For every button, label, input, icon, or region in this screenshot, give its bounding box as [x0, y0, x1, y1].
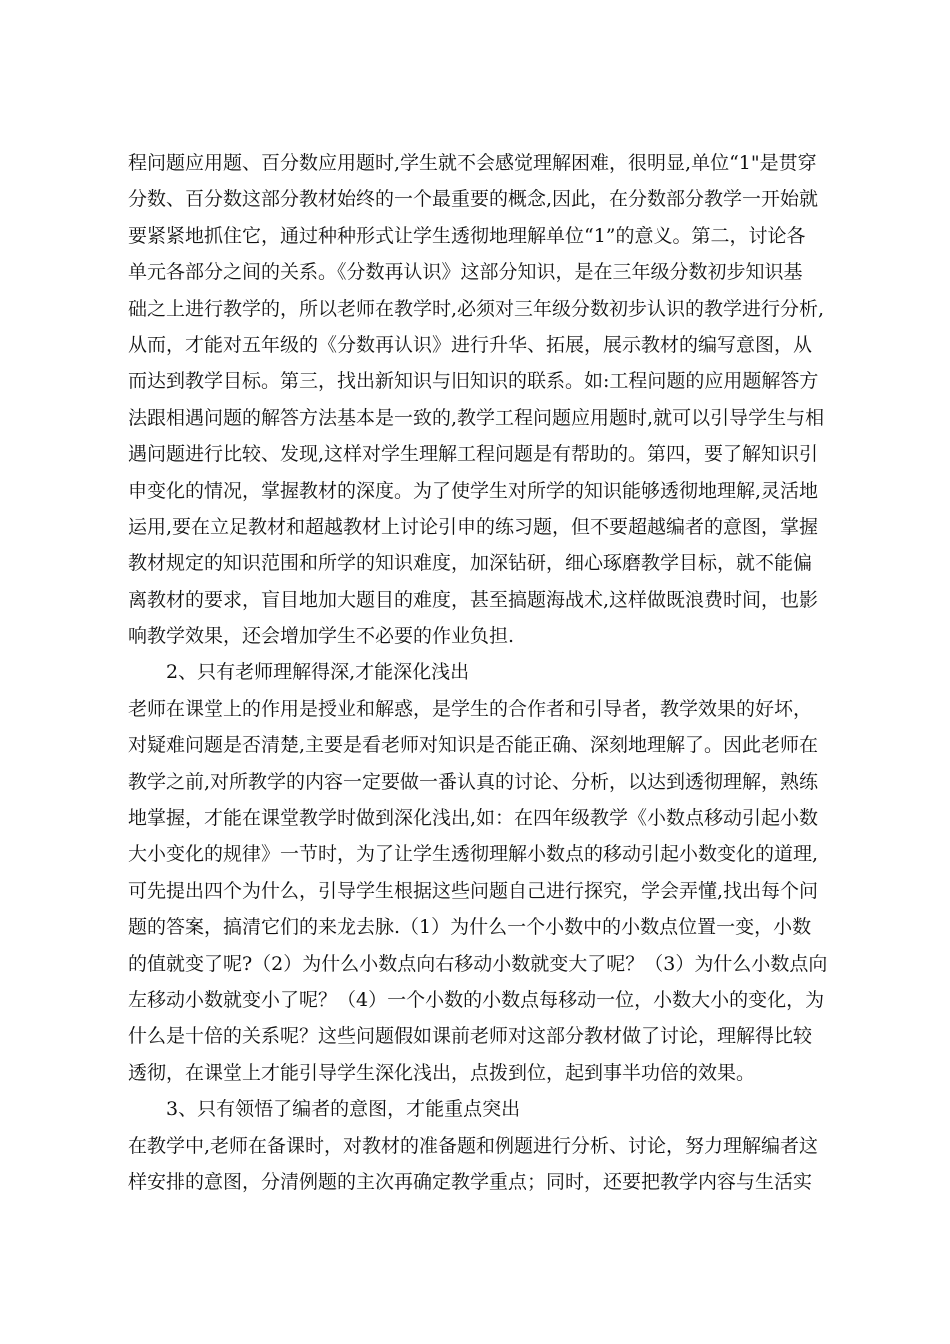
text-line: 法跟相遇问题的解答方法基本是一致的,教学工程问题应用题时,就可以引导学生与相: [128, 406, 825, 429]
text-line: 的值就变了呢?（2）为什么小数点向右移动小数就变大了呢？（3）为什么小数点向: [128, 952, 828, 975]
text-line: 大小变化的规律》一节时，为了让学生透彻理解小数点的移动引起小数变化的道理,: [128, 843, 819, 866]
text-line: 单元各部分之间的关系。《分数再认识》这部分知识，是在三年级分数初步知识基: [128, 261, 803, 284]
text-line: 什么是十倍的关系呢？这些问题假如课前老师对这部分教材做了讨论，理解得比较: [128, 1025, 813, 1048]
text-line: 申变化的情况，掌握教材的深度。为了使学生对所学的知识能够透彻地理解,灵活地: [128, 479, 819, 502]
text-line: 在教学中,老师在备课时，对教材的准备题和例题进行分析、讨论，努力理解编者这: [128, 1134, 819, 1157]
text-line: 从而，才能对五年级的《分数再认识》进行升华、拓展，展示教材的编写意图，从: [128, 333, 813, 356]
text-line: 透彻，在课堂上才能引导学生深化浅出，点拨到位，起到事半功倍的效果。: [128, 1061, 756, 1084]
text-line: 教学之前,对所教学的内容一定要做一番认真的讨论、分析，以达到透彻理解，熟练: [128, 770, 819, 793]
text-line: 离教材的要求，盲目地加大题目的难度，甚至搞题海战术,这样做既浪费时间，也影: [128, 588, 819, 611]
paragraph-1: [128, 145, 838, 654]
text-line: 地掌握，才能在课堂教学时做到深化浅出,如：在四年级教学《小数点移动引起小数: [128, 807, 819, 830]
text-line: 对疑难问题是否清楚,主要是看老师对知识是否能正确、深刻地理解了。因此老师在: [128, 734, 819, 757]
paragraph-2: [128, 691, 838, 1091]
text-line: 遇问题进行比较、发现,这样对学生理解工程问题是有帮助的。第四，要了解知识引: [128, 443, 819, 466]
text-line: 老师在课堂上的作用是授业和解惑，是学生的合作者和引导者，教学效果的好坏，: [128, 697, 813, 720]
text-line: 础之上进行教学的，所以老师在教学时,必须对三年级分数初步认识的教学进行分析,: [128, 297, 825, 320]
document-page: [128, 145, 838, 1200]
section-heading-3: 3、只有领悟了编者的意图，才能重点突出: [166, 1098, 521, 1121]
text-line: 而达到教学目标。第三，找出新知识与旧知识的联系。如:工程问题的应用题解答方: [128, 370, 819, 393]
text-line: 左移动小数就变小了呢？（4）一个小数的小数点每移动一位，小数大小的变化，为: [128, 988, 825, 1011]
paragraph-3: [128, 1128, 838, 1201]
text-line: 样安排的意图，分清例题的主次再确定教学重点；同时，还要把教学内容与生活实: [128, 1170, 813, 1193]
text-line: 要紧紧地抓住它，通过种种形式让学生透彻地理解单位“1”的意义。第二，讨论各: [128, 224, 806, 247]
text-line: 运用,要在立足教材和超越教材上讨论引申的练习题，但不要超越编者的意图，掌握: [128, 515, 819, 538]
text-line: 教材规定的知识范围和所学的知识难度，加深钻研，细心琢磨教学目标，就不能偏: [128, 552, 813, 575]
text-line: 响教学效果，还会增加学生不必要的作业负担.: [128, 625, 515, 648]
text-line: 可先提出四个为什么，引导学生根据这些问题自己进行探究，学会弄懂,找出每个问: [128, 879, 819, 902]
text-line: 分数、百分数这部分教材始终的一个最重要的概念,因此，在分数部分教学一开始就: [128, 188, 819, 211]
section-heading-2: 2、只有老师理解得深,才能深化浅出: [166, 661, 470, 684]
text-line: 题的答案，搞清它们的来龙去脉.（1）为什么一个小数中的小数点位置一变，小数: [128, 916, 812, 939]
text-line: 程问题应用题、百分数应用题时,学生就不会感觉理解困难，很明显,单位“1"是贯穿: [128, 152, 817, 174]
